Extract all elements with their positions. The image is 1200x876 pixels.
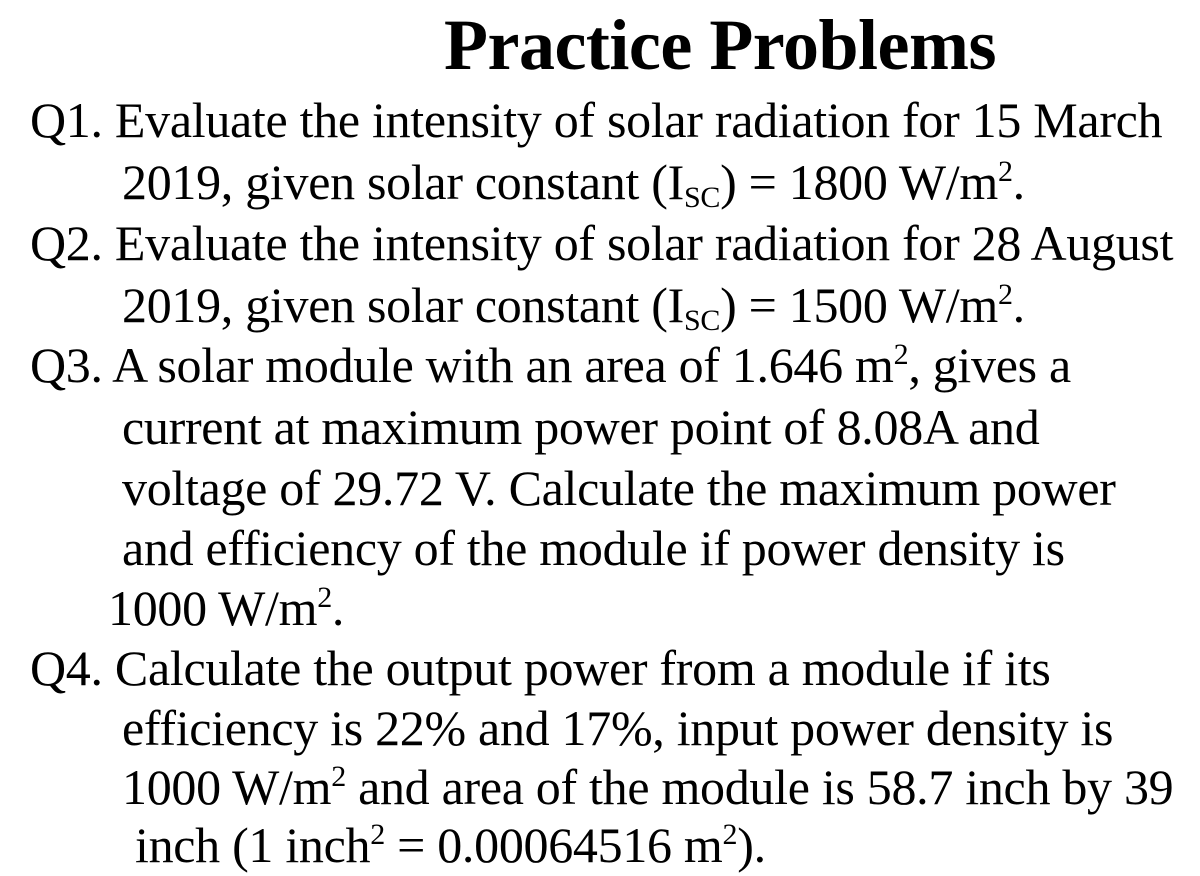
q1-line-1: Q1. Evaluate the intensity of solar radiation for 15 March	[30, 92, 1163, 148]
q4-line-3: 1000 $W/m^2$ and area of the module is 58.7 inch by 39	[122, 759, 1174, 815]
q3-line-1: Q3. A solar module with an area of 1.646 $m^2$, gives a	[30, 337, 1071, 393]
q4-line-2: efficiency is 22% and 17%, input power density is	[122, 700, 1114, 756]
q2-line-2: 2019, given solar constant $(I_{SC}) = 1500$ $W/m^2$.	[122, 277, 1025, 337]
q4-line-1: Q4. Calculate the output power from a module if its	[30, 640, 1051, 696]
page-title: Practice Problems	[444, 5, 996, 85]
q2-line-1: Q2. Evaluate the intensity of solar radiation for 28 August	[30, 215, 1174, 271]
q4-line-4: inch (1 inch$^2$ = 0.00064516 $m^2$).	[135, 817, 766, 873]
q3-line-3: voltage of 29.72 V. Calculate the maximum power	[122, 460, 1116, 516]
q3-line-5: 1000 $W/m^2$.	[108, 580, 345, 636]
q1-line-2: 2019, given solar constant $(I_{SC}) = 1800$ $W/m^2$.	[122, 154, 1025, 214]
q3-line-4: and efficiency of the module if power density is	[122, 520, 1065, 576]
q3-line-2: current at maximum power point of 8.08A and	[122, 399, 1040, 455]
